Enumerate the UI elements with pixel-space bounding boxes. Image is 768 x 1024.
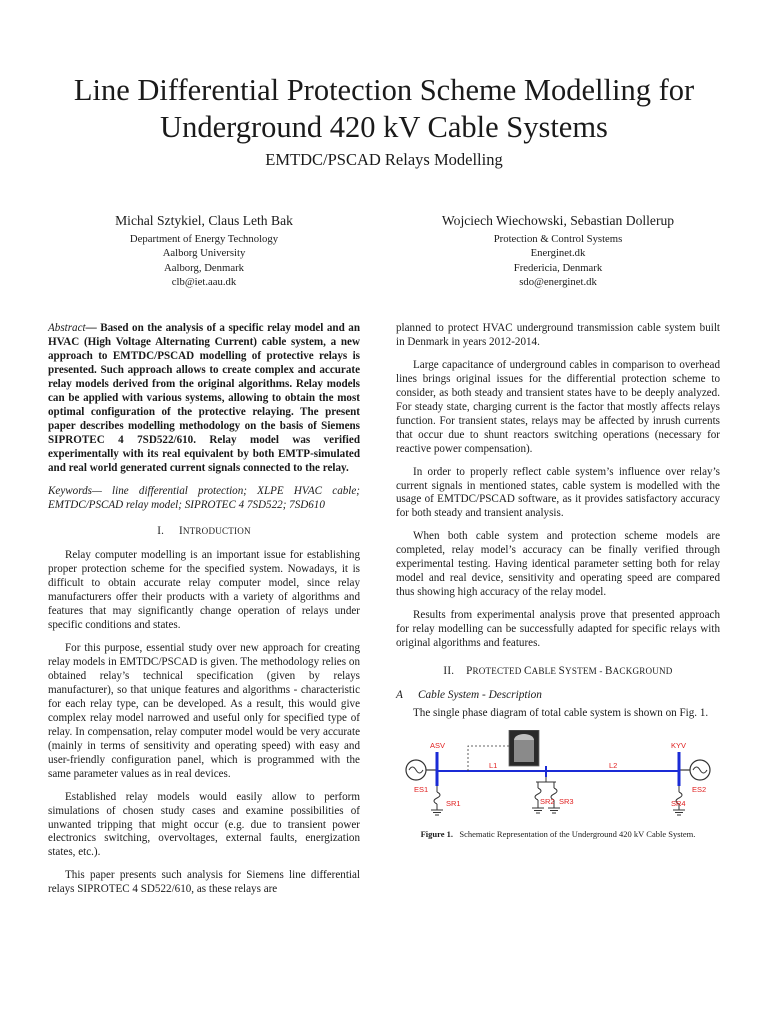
section-initial: S xyxy=(558,665,566,678)
paragraph: This paper presents such analysis for Siemens line differential relays SIPROTEC 4 SD522/610, as these relays are xyxy=(48,869,360,896)
section-initial: I xyxy=(178,525,183,538)
section-heading-background xyxy=(396,665,720,679)
author-location: Fredericia, Denmark xyxy=(513,261,603,274)
label-kyv: KYV xyxy=(671,740,687,750)
caption-text: Schematic Representation of the Underground 420 kV Cable System. xyxy=(459,828,696,839)
cable-system-diagram xyxy=(396,730,720,826)
title-line-1: Line Differential Protection Scheme Modelling for xyxy=(73,73,695,107)
caption-label: Figure 1. xyxy=(420,828,454,839)
abstract xyxy=(48,322,360,475)
paragraph: Established relay models would easily allow to perform simulations of chosen study cases and examine possibilities of unwanted tripping that might occur (e.g. due to transient power electronics switching, overvoltages, external faults, energization states, etc.). xyxy=(48,790,360,859)
label-es1: ES1 xyxy=(414,784,429,794)
section-title-rest: NTRODUCTION xyxy=(182,526,251,537)
keywords: Keywords— line differential protection; XLPE HVAC cable; EMTDC/PSCAD relay model; SIPROTEC 4 7SD522; 7SD610 xyxy=(48,485,360,512)
left-column xyxy=(48,322,360,906)
section-initial: B xyxy=(605,665,613,678)
author-location: Aalborg, Denmark xyxy=(164,261,244,274)
section-title-part: YSTEM - xyxy=(565,666,606,677)
sine-icon xyxy=(409,767,423,773)
shunt-reactor-sr1 xyxy=(431,786,443,815)
right-column xyxy=(396,322,720,840)
section-number: II. xyxy=(443,665,455,678)
paragraph: Relay computer modelling is an important issue for establishing proper protection scheme for the specified system. Nowadays, it is difficult to obtain accurate relay computer model, since relay manufacturers offer their products with a variety of algorithms and features that may significantly change operation of relays under specific conditions and states. xyxy=(48,549,360,632)
abstract-text: — Based on the analysis of a specific relay model and an HVAC (High Voltage Alternating Current) cable system, a new approach to EMTDC/PSCAD modelling of protective relays is presented. Such approach allows to create complex and accurate relay models derived from the original algorithms. Relay models can be applied with various systems, allowing to obtain the most optimal configuration of the protective relaying. The present paper describes modelling methodology on the basis of Siemens SIPROTEC 4 7SD522/610. Relay model was verified experimentally with its real equivalent by both EMTP-simulated and real world generated current signals connected to the relay. xyxy=(48,322,360,474)
author-block-right xyxy=(392,212,724,290)
section-title-part: ROTECTED xyxy=(472,666,525,677)
cable-body xyxy=(514,740,534,762)
label-sr4: SR4 xyxy=(671,798,686,808)
author-email: sdo@energinet.dk xyxy=(519,276,597,289)
subsection-heading xyxy=(396,689,720,703)
section-heading-introduction xyxy=(48,525,360,539)
paragraph: Results from experimental analysis prove that presented approach for relay modelling can be successfully adapted for specific relays with original algorithms and features. xyxy=(396,609,720,650)
figure-1 xyxy=(396,730,720,840)
sine-icon xyxy=(693,767,707,773)
paper-subtitle: EMTDC/PSCAD Relays Modelling xyxy=(265,150,503,169)
paragraph: In order to properly reflect cable system’s influence over relay’s current signals in mentioned states, cable system is modelled with the usage of EMTDC/PSCAD software, as it provides satisfactory accuracy for both steady and transient analysis. xyxy=(396,465,720,520)
paragraph: For this purpose, essential study over new approach for creating relay models in EMTDC/PSCAD is given. The methodology relies on obtained relay’s technical specification (given by relays manufacturer), so that unique features and algorithms - characteristic for each relay type, can be developed. As a result, this would give complex relay model narrowed and useful only for specified type of relay. In compensation, relay computer model would be very accurate (mainly in terms of sensitivity and operating speed) with easy and user-friendly configuration panel, which is programmed with the same parameter values as in real devices. xyxy=(48,642,360,780)
author-email: clb@iet.aau.dk xyxy=(171,276,237,289)
paragraph: The single phase diagram of total cable system is shown on Fig. 1. xyxy=(413,706,709,719)
author-affiliation: Department of Energy Technology xyxy=(129,233,279,245)
label-asv: ASV xyxy=(430,740,446,750)
section-initial: C xyxy=(524,665,532,678)
label-l1: L1 xyxy=(489,760,498,770)
paragraph: planned to protect HVAC underground transmission cable system built in Denmark in years 2012-2014. xyxy=(396,322,720,348)
section-title-part: ABLE xyxy=(531,666,559,677)
author-affiliation: Protection & Control Systems xyxy=(493,233,623,245)
author-names: Michal Sztykiel, Claus Leth Bak xyxy=(115,213,293,228)
paragraph: Large capacitance of underground cables in comparison to overhead lines brings original issues for the differential protection scheme to consider, as both steady and transient states have to be deeply analyzed. For steady state, charging current is the factor that mostly affects relays function. For transient states, relays may be affected by inrush currents that occur due to shunt reactors switching operations (necessary for reactive power compensation). xyxy=(396,358,720,455)
author-block-left xyxy=(44,212,364,290)
label-es2: ES2 xyxy=(692,784,707,794)
section-initial: P xyxy=(466,665,473,678)
subsection-number: A xyxy=(396,688,403,701)
label-sr3: SR3 xyxy=(559,796,574,806)
label-sr1: SR1 xyxy=(446,798,461,808)
paper-title xyxy=(20,72,748,146)
title-line-2: Underground 420 kV Cable Systems xyxy=(160,110,608,144)
label-l2: L2 xyxy=(609,760,618,770)
author-organization: Aalborg University xyxy=(162,247,246,260)
abstract-label: Abstract xyxy=(48,322,86,334)
subsection-title: Cable System - Description xyxy=(418,688,542,701)
section-title-part: ACKGROUND xyxy=(612,666,673,677)
author-names: Wojciech Wiechowski, Sebastian Dollerup xyxy=(441,213,675,228)
figure-caption xyxy=(396,829,720,840)
author-organization: Energinet.dk xyxy=(530,247,586,260)
label-sr2: SR2 xyxy=(540,796,555,806)
section-number: I. xyxy=(157,525,165,538)
paragraph: When both cable system and protection scheme models are completed, relay model’s accuracy can be finally verified through experimental testing. Having identical parameter setting both for relay model and real device, sensitivity and operating speed are compared thus showing high accuracy of the relay model. xyxy=(396,530,720,599)
